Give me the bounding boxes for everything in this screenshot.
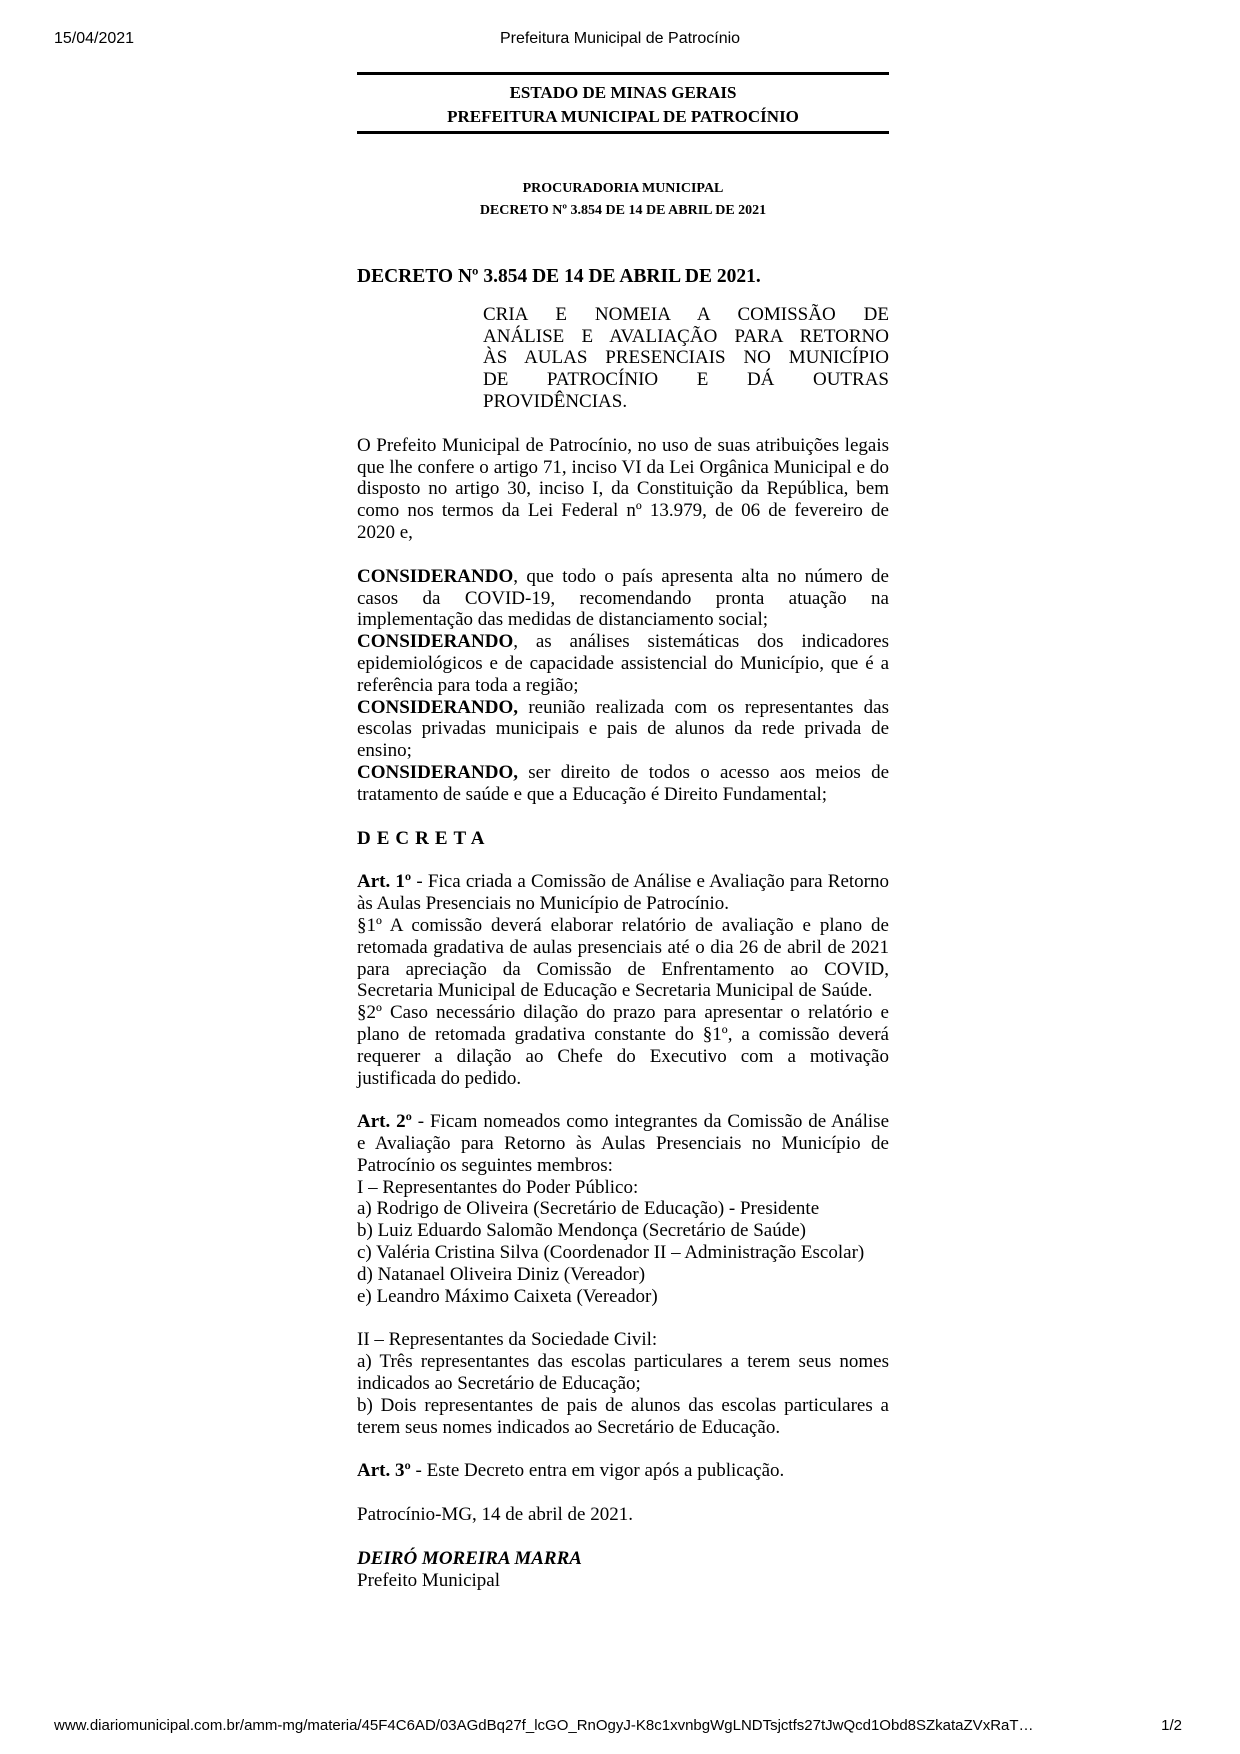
- considerando-label: CONSIDERANDO,: [357, 696, 518, 718]
- signatory-role: Prefeito Municipal: [357, 1569, 500, 1591]
- article-1-label: Art. 1º: [357, 871, 412, 893]
- member-item: b) Luiz Eduardo Salomão Mendonça (Secretário de Saúde): [357, 1220, 806, 1242]
- member-item: a) Três representantes das escolas particulares a terem seus nomes indicados ao Secretário de Educação;: [357, 1351, 889, 1395]
- member-item: d) Natanael Oliveira Diniz (Vereador): [357, 1263, 646, 1285]
- letterhead-prefecture: PREFEITURA MUNICIPAL DE PATROCÍNIO: [447, 107, 799, 126]
- considerando-paragraph: [357, 566, 889, 631]
- members-group-public-title: I – Representantes do Poder Público:: [357, 1176, 639, 1198]
- signature-block: [357, 1548, 889, 1592]
- decree-title: DECRETO Nº 3.854 DE 14 DE ABRIL DE 2021.: [357, 266, 761, 287]
- print-page-number: 1/2: [1161, 1717, 1182, 1734]
- member-item: e) Leandro Máximo Caixeta (Vereador): [357, 1285, 658, 1307]
- article-3-text: - Este Decreto entra em vigor após a publicação.: [410, 1460, 785, 1482]
- considerando-text: reunião realizada com os representantes das escolas privadas municipais e pais de alunos da rede privada de ensino;: [357, 696, 889, 762]
- considerando-text: , que todo o país apresenta alta no número de casos da COVID-19, recomendando pronta atuação na implementação das medidas de distanciamento social;: [357, 565, 889, 631]
- considerando-paragraph: [357, 762, 889, 806]
- member-item: a) Rodrigo de Oliveira (Secretário de Educação) - Presidente: [357, 1198, 820, 1220]
- print-date: 15/04/2021: [54, 30, 135, 47]
- member-item: b) Dois representantes de pais de alunos das escolas particulares a terem seus nomes indicados ao Secretário de Educação.: [357, 1394, 889, 1438]
- considerando-text: , as análises sistemáticas dos indicadores epidemiológicos e de capacidade assistencial do Município, que é a referência para toda a região;: [357, 631, 889, 696]
- article-3-label: Art. 3º: [357, 1460, 411, 1482]
- ementa-line: ANÁLISE E AVALIAÇÃO PARA RETORNO: [483, 325, 889, 347]
- members-group-civil: [357, 1329, 889, 1438]
- print-page-title: Prefeitura Municipal de Patrocínio: [499, 30, 741, 47]
- article-1-paragraph-2: §2º Caso necessário dilação do prazo para apresentar o relatório e plano de retomada gradativa constante do §1º, a comissão deverá requerer a dilação ao Chefe do Executivo com a motivação justificada do pedido.: [357, 1002, 889, 1089]
- signatory-name: DEIRÓ MOREIRA MARRA: [357, 1548, 582, 1570]
- ementa-line: PROVIDÊNCIAS.: [483, 390, 628, 412]
- article-1-paragraph-1: §1º A comissão deverá elaborar relatório de avaliação e plano de retomada gradativa de aulas presenciais até o dia 26 de abril de 2021 para apreciação da Comissão de Enfrentamento ao COVID, Secretaria Municipal de Educação e Secretaria Municipal de Saúde.: [357, 914, 889, 1002]
- ementa-line: DE PATROCÍNIO E DÁ OUTRAS: [483, 369, 889, 391]
- ementa-line: CRIA E NOMEIA A COMISSÃO DE: [483, 303, 889, 325]
- ementa-line: ÀS AULAS PRESENCIAIS NO MUNICÍPIO: [483, 347, 889, 369]
- article-1-caput: [357, 871, 889, 915]
- document-subheader: [357, 178, 889, 222]
- considerando-paragraph: [357, 697, 889, 762]
- decreta-heading: DECRETA: [357, 827, 491, 849]
- considerando-label: CONSIDERANDO: [357, 631, 514, 653]
- decree-ementa: [483, 304, 889, 413]
- print-url: www.diariomunicipal.com.br/amm-mg/materia/45F4C6AD/03AGdBq27f_lcGO_RnOgyJ-K8c1xvnbgWgLNDTsjctfs27tJwQcd1Obd8SZkataZVxRaT…: [54, 1717, 1034, 1734]
- letterhead-bottom-rule: [357, 131, 889, 134]
- article-1-text: - Fica criada a Comissão de Análise e Avaliação para Retorno às Aulas Presenciais no Município de Patrocínio.: [357, 871, 889, 915]
- article-1: [357, 871, 889, 1089]
- browser-print-header: [54, 30, 1186, 52]
- considerandos: [357, 566, 889, 806]
- considerando-label: CONSIDERANDO: [357, 565, 514, 587]
- article-2-caput: [357, 1111, 889, 1176]
- subheader-decree: DECRETO Nº 3.854 DE 14 DE ABRIL DE 2021: [479, 203, 767, 218]
- member-item: c) Valéria Cristina Silva (Coordenador II – Administração Escolar): [357, 1242, 865, 1264]
- preamble: O Prefeito Municipal de Patrocínio, no uso de suas atribuições legais que lhe confere o artigo 71, inciso VI da Lei Orgânica Municipal e do disposto no artigo 30, inciso I, da Constituição da República, bem como nos termos da Lei Federal nº 13.979, de 06 de fevereiro de 2020 e,: [357, 434, 889, 543]
- article-2-label: Art. 2º: [357, 1111, 412, 1133]
- considerando-label: CONSIDERANDO,: [357, 761, 518, 783]
- decree-document: [357, 72, 889, 1592]
- browser-print-footer: [54, 1717, 1186, 1739]
- article-3: [357, 1460, 889, 1482]
- letterhead: [357, 75, 889, 131]
- article-2: [357, 1111, 889, 1307]
- members-group-civil-title: II – Representantes da Sociedade Civil:: [357, 1329, 658, 1351]
- letterhead-state: ESTADO DE MINAS GERAIS: [509, 83, 737, 102]
- considerando-paragraph: [357, 631, 889, 696]
- subheader-office: PROCURADORIA MUNICIPAL: [522, 181, 724, 196]
- considerando-text: ser direito de todos o acesso aos meios de tratamento de saúde e que a Educação é Direito Fundamental;: [357, 761, 889, 805]
- article-2-text: - Ficam nomeados como integrantes da Comissão de Análise e Avaliação para Retorno às Aulas Presenciais no Município de Patrocínio os seguintes membros:: [357, 1111, 889, 1176]
- place-date: Patrocínio-MG, 14 de abril de 2021.: [357, 1504, 633, 1526]
